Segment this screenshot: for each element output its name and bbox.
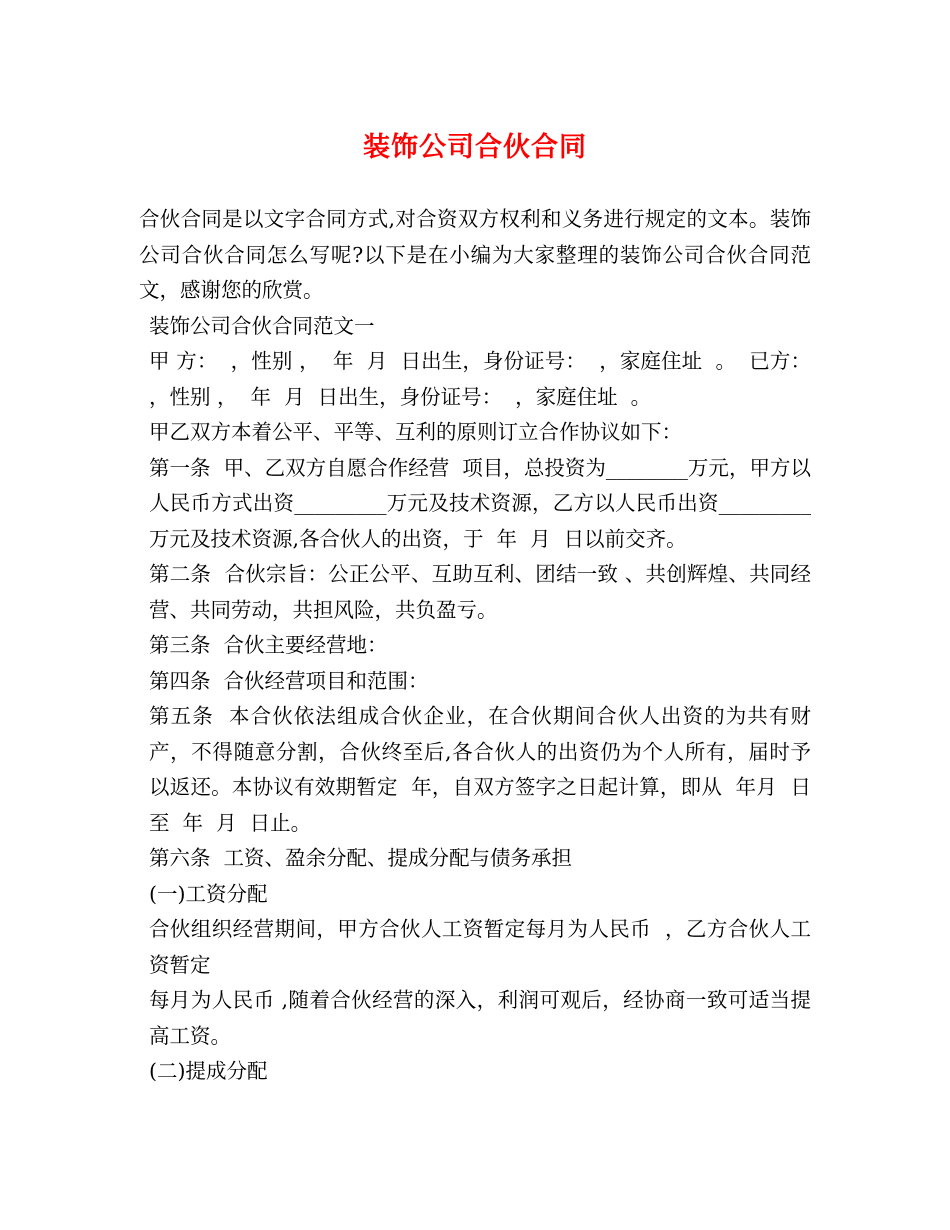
section-heading: 装饰公司合伙合同范文一 [149, 313, 375, 338]
article-6: 第六条 工资、盈余分配、提成分配与债务承担 [149, 846, 573, 870]
document-title: 装饰公司合伙合同 [363, 132, 587, 163]
article-3: 第三条 合伙主要经营地： [149, 633, 388, 657]
article-1: 第一条 甲、乙双方自愿合作经营 项目，总投资为________万元，甲方以人民币方式出资_________万元及技术资源，乙方以人民币出资_________万元及技术资源,各合伙人的出资，于 年 月 日以前交齐。 [149, 455, 811, 551]
intro-paragraph: 合伙合同是以文字合同方式,对合资双方权利和义务进行规定的文本。装饰公司合伙合同怎么写呢?以下是在小编为大家整理的装饰公司合伙合同范文，感谢您的欣赏。 [139, 207, 811, 302]
parties-paragraph: 甲 方： ，性别 ， 年 月 日出生，身份证号： ，家庭住址 。 已方： ，性别 ， 年 月 日出生，身份证号： ，家庭住址 。 [149, 349, 825, 409]
article-5: 第五条 本合伙依法组成合伙企业，在合伙期间合伙人出资的为共有财产，不得随意分割，合伙终至后,各合伙人的出资仍为个人所有，届时予以返还。本协议有效期暂定 年，自双方签字之日起计算，即从 年月 日至 年 月 日止。 [149, 704, 811, 835]
salary-paragraph-1: 合伙组织经营期间，甲方合伙人工资暂定每月为人民币 ，乙方合伙人工资暂定 [149, 917, 811, 977]
document-body [139, 202, 825, 1090]
article-4: 第四条 合伙经营项目和范围： [149, 668, 429, 693]
article-2: 第二条 合伙宗旨：公正公平、互助互利、团结一致 、共创辉煌、共同经营、共同劳动，共担风险，共负盈亏。 [149, 562, 811, 622]
salary-paragraph-2: 每月为人民币 ,随着合伙经营的深入，利润可观后，经协商一致可适当提高工资。 [149, 988, 811, 1048]
subsection-commission: (二)提成分配 [149, 1059, 268, 1083]
subsection-salary: (一)工资分配 [149, 881, 268, 906]
agreement-preamble: 甲乙双方本着公平、平等、互利的原则订立合作协议如下： [149, 420, 682, 444]
